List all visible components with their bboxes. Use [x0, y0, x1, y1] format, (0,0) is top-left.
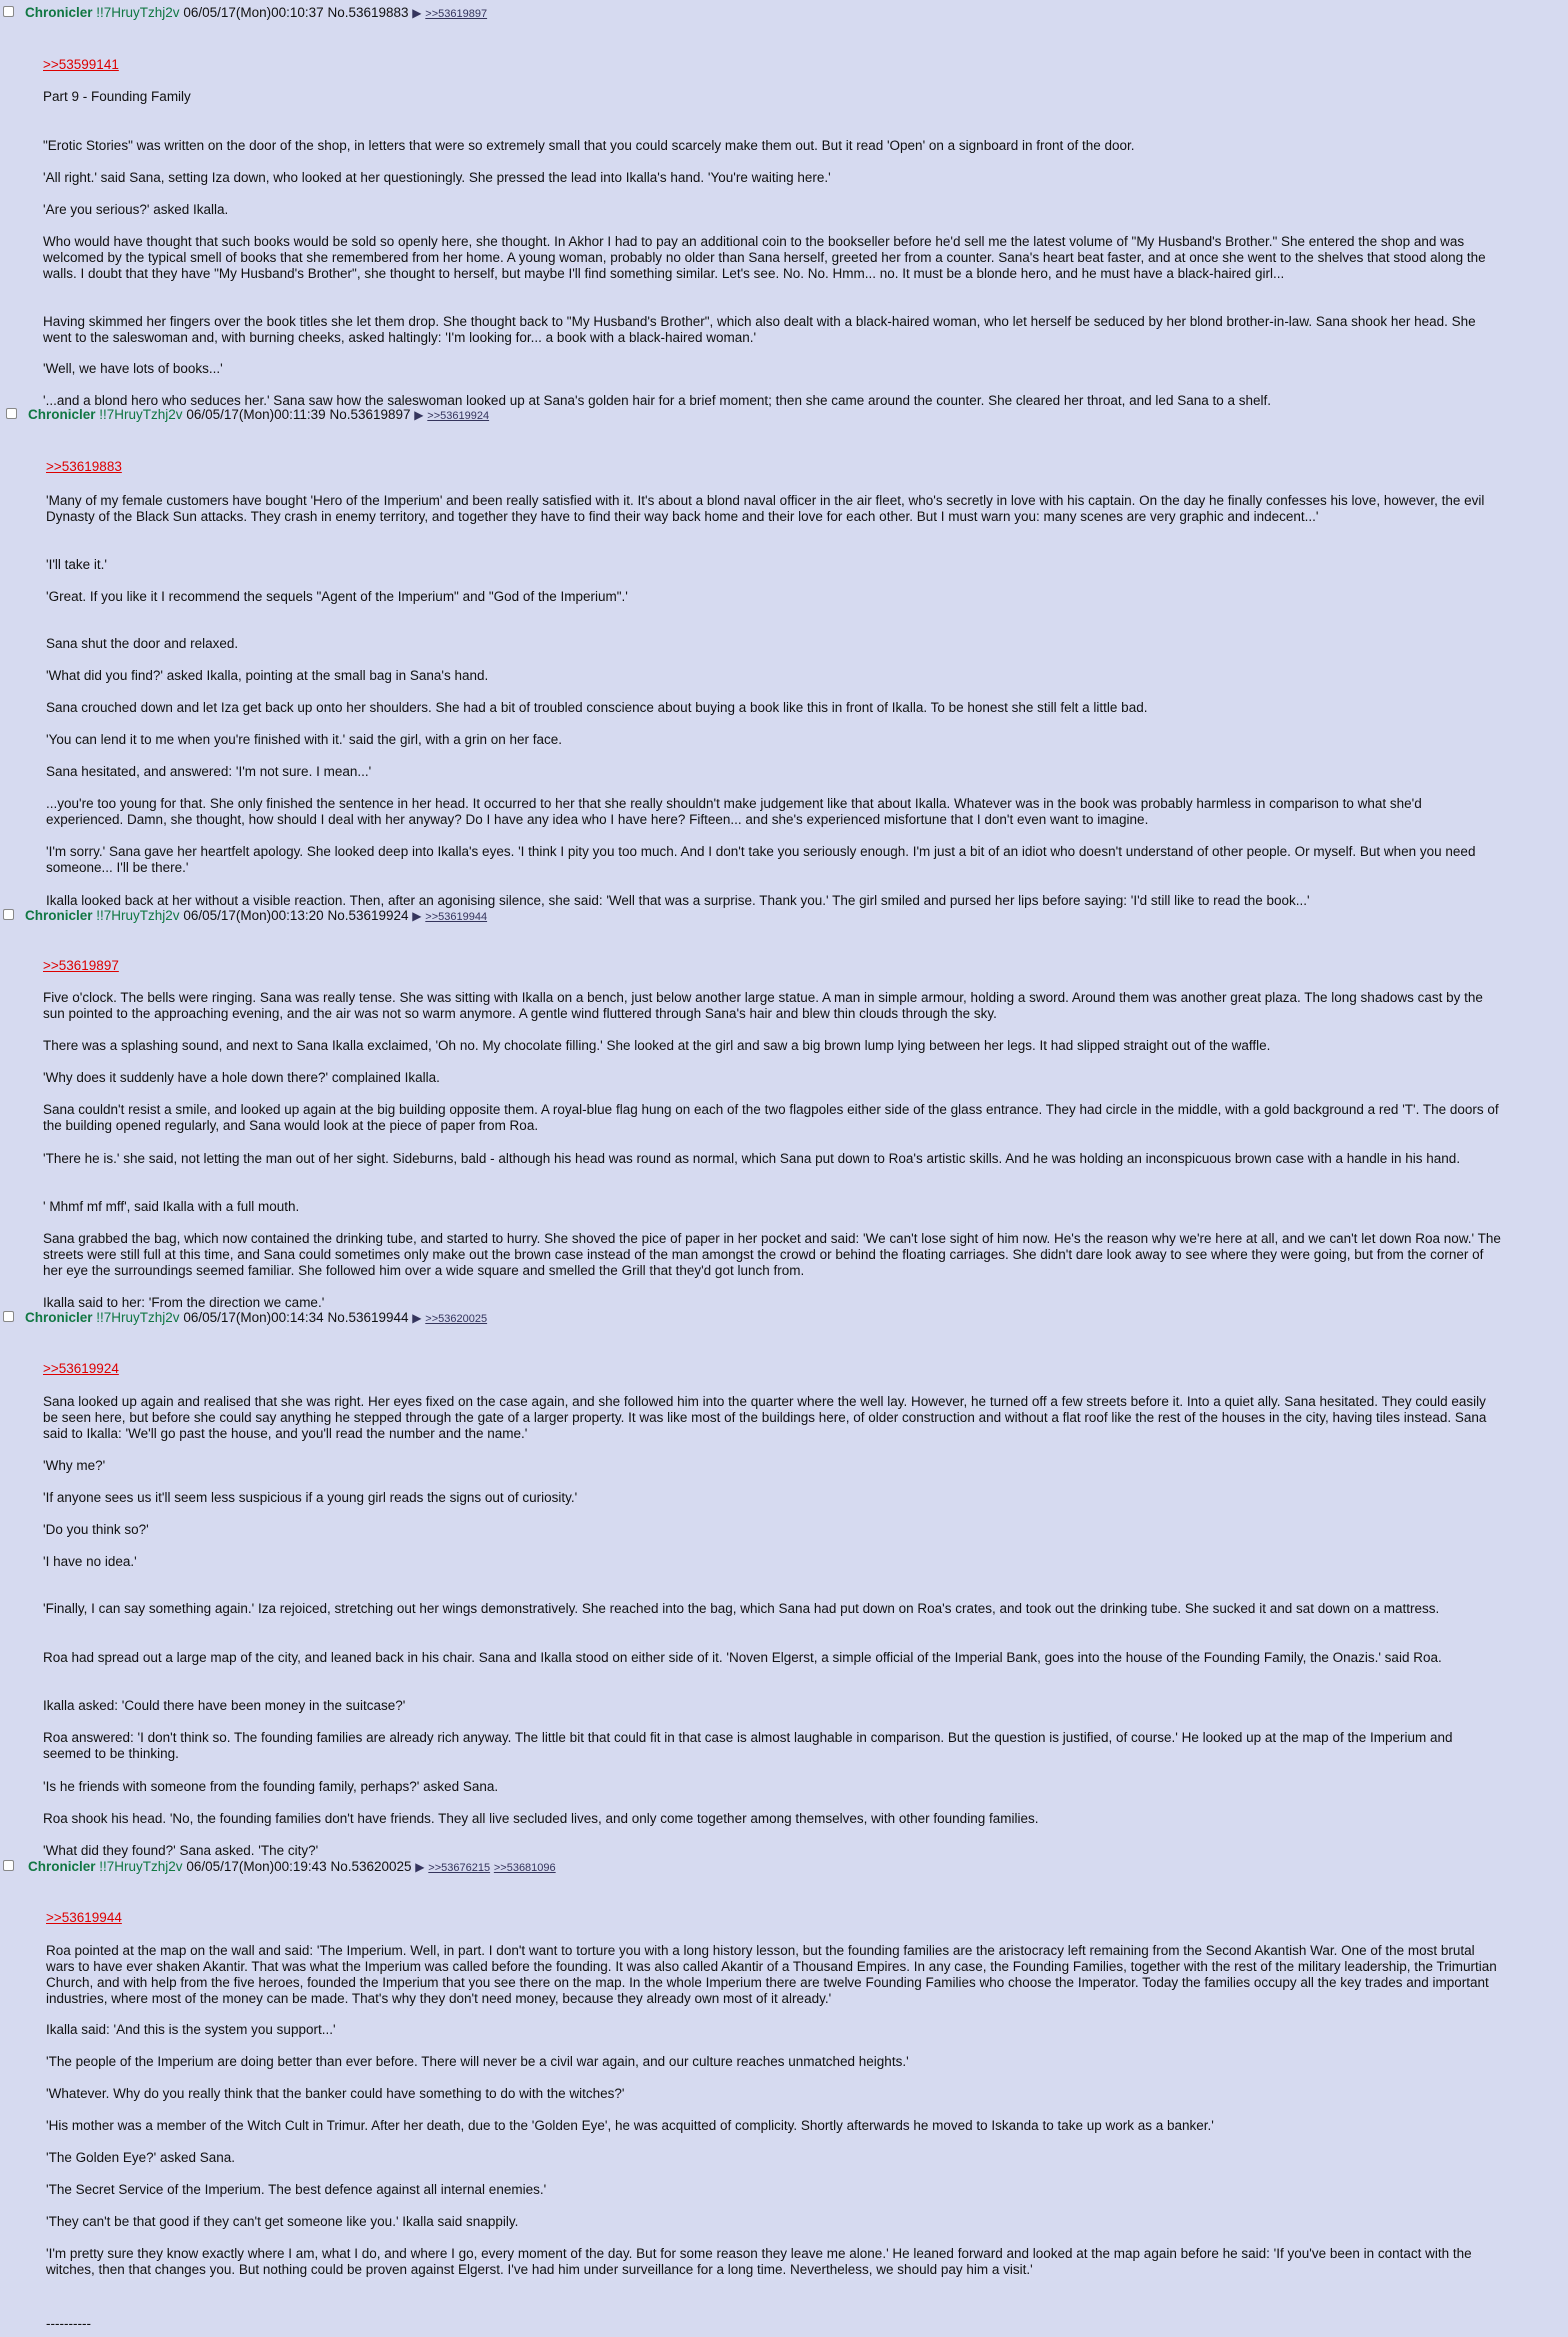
post-paragraph: 'Great. If you like it I recommend the sequels "Agent of the Imperium" and "God of the Imperium".': [46, 589, 628, 604]
poster-name: Chronicler: [25, 1310, 93, 1325]
post-paragraph: 'You can lend it to me when you're finished with it.' said the girl, with a grin on her face.: [46, 732, 563, 747]
post-paragraph: 'All right.' said Sana, setting Iza down, who looked at her questioningly. She pressed the lead into Ikalla's hand. 'You're waiting here.': [43, 170, 831, 185]
post-paragraph: Roa had spread out a large map of the city, and leaned back in his chair. Sana and Ikalla stood on either side of it. 'Noven Elgerst, a simple official of the Imperial Bank, goes into the house of the Founding Family, the Onazis.' said Roa.: [43, 1650, 1442, 1665]
post-date: 06/05/17(Mon)00:10:37: [183, 5, 324, 20]
post-date: 06/05/17(Mon)00:13:20: [183, 908, 324, 923]
post-paragraph: Sana shut the door and relaxed.: [46, 636, 239, 651]
post-paragraph: Five o'clock. The bells were ringing. Sana was really tense. She was sitting with Ikalla on a bench, just below another large statue. A man in simple armour, holding a sword. Around them was another great plaza. The long shadows cast by the sun pointed to the approaching evening, and the air was not so warm anymore. A gentle wind fluttered through Sana's hair and blew thin clouds through the sky.: [43, 990, 1483, 1021]
post-date: 06/05/17(Mon)00:19:43: [186, 1859, 327, 1874]
post-paragraph: Having skimmed her fingers over the book titles she let them drop. She thought back to "My Husband's Brother", which also dealt with a black-haired woman, who let herself be seduced by her blond brother-in-law. Sana shook her head. She went to the saleswoman and, with burning cheeks, asked haltingly: 'I'm looking for... a book with a black-haired woman.': [43, 314, 1476, 345]
post-menu-arrow-icon[interactable]: ▶: [414, 408, 424, 422]
post-paragraph: 'Well, we have lots of books...': [43, 361, 223, 376]
post-menu-arrow-icon[interactable]: ▶: [412, 909, 422, 923]
post-paragraph: 'I'm pretty sure they know exactly where I am, what I do, and where I go, every moment of the day. But for some reason they leave me alone.' He leaned forward and looked at the map again before he said: 'If you've been in contact with the witches, then that changes you. But nothing could be proven against Elgerst. I've had him under surveillance for a long time. Nevertheless, we should pay him a visit.': [46, 2246, 1472, 2277]
post-paragraph: 'What did you find?' asked Ikalla, pointing at the small bag in Sana's hand.: [46, 668, 489, 683]
post-paragraph: Ikalla said: 'And this is the system you support...': [46, 2022, 336, 2037]
post-paragraph: ' Mhmf mf mff', said Ikalla with a full mouth.: [43, 1199, 300, 1214]
post-date: 06/05/17(Mon)00:11:39: [186, 407, 326, 422]
post-paragraph: Sana looked up again and realised that she was right. Her eyes fixed on the case again, and she followed him into the quarter where the well lay. However, he turned off a few streets before it. Into a quiet ally. Sana hesitated. They could easily be seen here, but before she could say anything he stepped through the gate of a larger property. It was like most of the buildings here, of older construction and without a flat roof like the rest of the houses in the city, having tiles instead. Sana said to Ikalla: 'We'll go past the house, and you'll read the number and the name.': [43, 1394, 1487, 1441]
post-paragraph: 'The Golden Eye?' asked Sana.: [46, 2150, 236, 2165]
tripcode: !!7HruyTzhj2v: [96, 1310, 180, 1325]
post-paragraph: 'If anyone sees us it'll seem less suspicious if a young girl reads the signs out of curiosity.': [43, 1490, 578, 1505]
post-paragraph: 'Why does it suddenly have a hole down there?' complained Ikalla.: [43, 1070, 440, 1085]
post-paragraph: 'There he is.' she said, not letting the man out of her sight. Sideburns, bald - although his head was round as normal, which Sana put down to Roa's artistic skills. And he was holding an inconspicuous brown case with a handle in his hand.: [43, 1151, 1461, 1166]
post-number[interactable]: No.53619897: [329, 407, 411, 422]
post-menu-arrow-icon[interactable]: ▶: [412, 6, 422, 20]
post-paragraph: Roa answered: 'I don't think so. The founding families are already rich anyway. The little bit that could fit in that case is almost laughable in comparison. But the question is justified, of course.' He looked up at the map of the Imperium and seemed to be thinking.: [43, 1730, 1453, 1761]
backlink[interactable]: >>53681096: [493, 1862, 556, 1874]
post-paragraph: Ikalla said to her: 'From the direction we came.': [43, 1295, 325, 1310]
post-header: [0, 405, 1540, 425]
post-divider: ----------: [46, 2316, 91, 2331]
quote-link[interactable]: >>53619924: [43, 1361, 119, 1376]
post-number[interactable]: No.53619883: [327, 5, 409, 20]
post: [0, 1857, 1540, 2331]
post-paragraph: 'Many of my female customers have bought 'Hero of the Imperium' and been really satisfied with it. It's about a blond naval officer in the air fleet, who's secretly in love with his captain. On the day he finally confesses his love, however, the evil Dynasty of the Black Sun attacks. They crash in enemy territory, and together they have to find their way back home and their love for each other. But I must warn you: many scenes are very graphic and indecent...': [46, 493, 1485, 524]
post-paragraph: 'Do you think so?': [43, 1522, 149, 1537]
post-header: [0, 906, 1540, 926]
post-paragraph: Sana hesitated, and answered: 'I'm not sure. I mean...': [46, 764, 372, 779]
post-number[interactable]: No.53619944: [327, 1310, 409, 1325]
backlink[interactable]: >>53620025: [425, 1313, 488, 1325]
backlink[interactable]: >>53676215: [428, 1862, 491, 1874]
poster-name: Chronicler: [28, 1859, 96, 1874]
quote-link[interactable]: >>53599141: [43, 57, 119, 72]
quote-link[interactable]: >>53619883: [46, 459, 122, 474]
post-number[interactable]: No.53620025: [330, 1859, 412, 1874]
poster-name: Chronicler: [25, 908, 93, 923]
post-paragraph: 'I have no idea.': [43, 1554, 137, 1569]
tripcode: !!7HruyTzhj2v: [99, 1859, 183, 1874]
post-paragraph: 'Are you serious?' asked Ikalla.: [43, 202, 229, 217]
post-checkbox[interactable]: [3, 1860, 14, 1871]
post-menu-arrow-icon[interactable]: ▶: [412, 1311, 422, 1325]
tripcode: !!7HruyTzhj2v: [96, 5, 180, 20]
post-paragraph: Sana grabbed the bag, which now contained the drinking tube, and started to hurry. She shoved the pice of paper in her pocket and said: 'We can't lose sight of him now. He's the reason why we're here at all, and we can't let down Roa now.' The streets were still full at this time, and Sana could sometimes only make out the brown case instead of the man amongst the crowd or behind the floating carriages. She didn't dare look away to see where they were going, but from the corner of her eye the surroundings seemed familiar. She followed him over a wide square and smelled the Grill that they'd got lunch from.: [43, 1231, 1501, 1278]
post-paragraph: '...and a blond hero who seduces her.' Sana saw how the saleswoman looked up at Sana's golden hair for a brief moment; then she came around the counter. She cleared her throat, and led Sana to a shelf.: [43, 393, 1272, 408]
post-paragraph: 'They can't be that good if they can't get someone like you.' Ikalla said snappily.: [46, 2214, 519, 2229]
post-paragraph: 'I'm sorry.' Sana gave her heartfelt apology. She looked deep into Ikalla's eyes. 'I think I pity you too much. And I don't take you seriously enough. I'm just a bit of an idiot who doesn't understand of other people. Or myself. But when you need someone... I'll be there.': [46, 844, 1476, 875]
post: [0, 405, 1540, 908]
post-paragraph: There was a splashing sound, and next to Sana Ikalla exclaimed, 'Oh no. My chocolate filling.' She looked at the girl and saw a big brown lump lying between her legs. It had slipped straight out of the waffle.: [43, 1038, 1271, 1053]
post-checkbox[interactable]: [3, 6, 14, 17]
post: [0, 3, 1540, 408]
post-menu-arrow-icon[interactable]: ▶: [415, 1860, 425, 1874]
post-paragraph: Ikalla asked: 'Could there have been money in the suitcase?': [43, 1698, 406, 1713]
poster-name: Chronicler: [25, 5, 93, 20]
post-paragraph: Sana couldn't resist a smile, and looked up again at the big building opposite them. A royal-blue flag hung on each of the two flagpoles either side of the glass entrance. They had circle in the middle, with a gold background a red 'T'. The doors of the building opened regularly, and Sana would look at the piece of paper from Roa.: [43, 1102, 1499, 1133]
post-paragraph: 'Why me?': [43, 1458, 106, 1473]
post-paragraph: 'The Secret Service of the Imperium. The best defence against all internal enemies.': [46, 2182, 547, 2197]
post-paragraph: 'Is he friends with someone from the founding family, perhaps?' asked Sana.: [43, 1779, 499, 1794]
post-checkbox[interactable]: [6, 408, 17, 419]
post-paragraph: 'Whatever. Why do you really think that the banker could have something to do with the witches?': [46, 2086, 625, 2101]
tripcode: !!7HruyTzhj2v: [99, 407, 183, 422]
backlink[interactable]: >>53619924: [427, 410, 490, 422]
post-paragraph: 'I'll take it.': [46, 557, 108, 572]
post-paragraph: "Erotic Stories" was written on the door of the shop, in letters that were so extremely small that you could scarcely make them out. But it read 'Open' on a signboard in front of the door.: [43, 138, 1135, 153]
post-date: 06/05/17(Mon)00:14:34: [183, 1310, 324, 1325]
post-checkbox[interactable]: [3, 909, 14, 920]
post-paragraph: Ikalla looked back at her without a visible reaction. Then, after an agonising silence, she said: 'Well that was a surprise. Thank you.' The girl smiled and pursed her lips before saying: 'I'd still like to read the book...': [46, 893, 1310, 908]
tripcode: !!7HruyTzhj2v: [96, 908, 180, 923]
backlink[interactable]: >>53619944: [425, 911, 488, 923]
post-header: [0, 1308, 1540, 1328]
backlink[interactable]: >>53619897: [425, 8, 488, 20]
poster-name: Chronicler: [28, 407, 96, 422]
post: [0, 906, 1540, 1310]
post-paragraph: Roa pointed at the map on the wall and said: 'The Imperium. Well, in part. I don't want to torture you with a long history lesson, but the founding families are the aristocracy left remaining from the Second Akantish War. One of the most brutal wars to have ever shaken Akantir. That was what the Imperium was called before the founding. It was also called Akantir of a Thousand Empires. In any case, the Founding Families, together with the rest of the military leadership, the Trimurtian Church, and with help from the five heroes, founded the Imperium that you see there on the map. In the whole Imperium there are twelve Founding Families who choose the Imperator. Today the families occupy all the key trades and important industries, where most of the money can be made. That's why they don't need money, because they already own most of it already.': [46, 1943, 1497, 2006]
post-paragraph: Who would have thought that such books would be sold so openly here, she thought. In Akhor I had to pay an additional coin to the bookseller before he'd sell me the latest volume of "My Husband's Brother." She entered the shop and was welcomed by the typical smell of books that she remembered from her home. A young woman, probably no older than Sana herself, greeted her from a counter. Sana's heart beat faster, and at once she went to the shelves that stood along the walls. I doubt that they have "My Husband's Brother", she thought to herself, but maybe I'll find something similar. Let's see. No. No. Hmm... no. It must be a blonde hero, and he must have a black-haired girl...: [43, 234, 1486, 281]
post-paragraph: Roa shook his head. 'No, the founding families don't have friends. They all live secluded lives, and only come together among themselves, with other founding families.: [43, 1811, 1039, 1826]
post-header: [0, 3, 1540, 23]
quote-link[interactable]: >>53619944: [46, 1910, 122, 1925]
post-paragraph: 'The people of the Imperium are doing better than ever before. There will never be a civil war again, and our culture reaches unmatched heights.': [46, 2054, 909, 2069]
post-paragraph: Sana crouched down and let Iza get back up onto her shoulders. She had a bit of troubled conscience about buying a book like this in front of Ikalla. To be honest she still felt a little bad.: [46, 700, 1148, 715]
quote-link[interactable]: >>53619897: [43, 958, 119, 973]
post-checkbox[interactable]: [3, 1311, 14, 1322]
post-paragraph: 'What did they found?' Sana asked. 'The city?': [43, 1843, 319, 1858]
post-paragraph: 'His mother was a member of the Witch Cult in Trimur. After her death, due to the 'Golden Eye', he was acquitted of complicity. Shortly afterwards he moved to Iskanda to take up work as a banker.': [46, 2118, 1214, 2133]
post: [0, 1308, 1540, 1858]
post-paragraph: Part 9 - Founding Family: [43, 89, 191, 104]
post-number[interactable]: No.53619924: [327, 908, 409, 923]
post-header: [0, 1857, 1540, 1877]
post-paragraph: ...you're too young for that. She only finished the sentence in her head. It occurred to her that she really shouldn't make judgement like that about Ikalla. Whatever was in the book was probably harmless in comparison to what she'd experienced. Damn, she thought, how should I deal with her anyway? Do I have any idea who I have here? Fifteen... and she's experienced misfortune that I don't even want to imagine.: [46, 796, 1422, 827]
post-paragraph: 'Finally, I can say something again.' Iza rejoiced, stretching out her wings demonstratively. She reached into the bag, which Sana had put down on Roa's crates, and took out the drinking tube. She sucked it and sat down on a mattress.: [43, 1601, 1440, 1616]
